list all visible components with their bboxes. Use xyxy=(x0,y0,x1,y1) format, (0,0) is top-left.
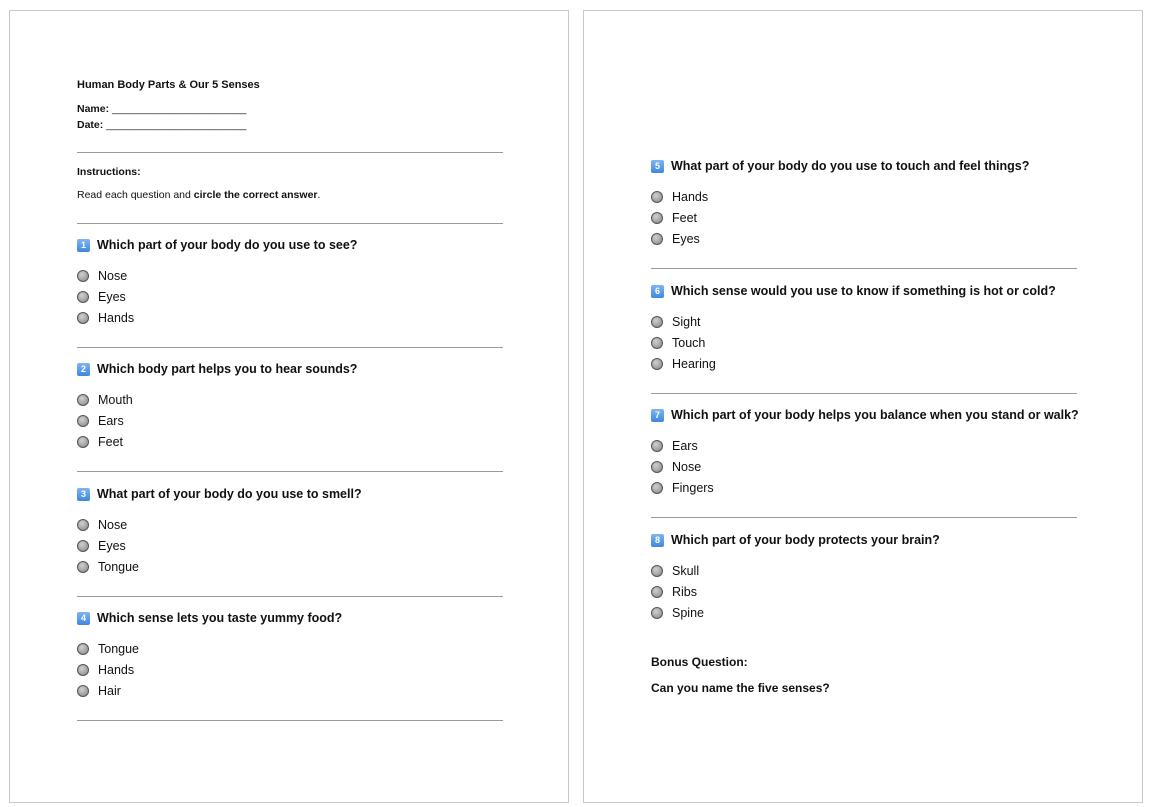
name-label: Name: xyxy=(77,103,110,115)
option-label: Feet xyxy=(98,434,124,449)
radio-button[interactable] xyxy=(77,415,89,427)
page-left xyxy=(9,10,569,803)
radio-button[interactable] xyxy=(651,191,663,203)
divider xyxy=(651,393,1077,394)
number-4-icon: 4 xyxy=(77,612,90,625)
radio-button[interactable] xyxy=(651,565,663,577)
option-label: Ribs xyxy=(672,584,698,599)
option-hands[interactable] xyxy=(77,307,537,328)
option-tongue[interactable] xyxy=(77,556,537,577)
option-mouth[interactable] xyxy=(77,389,537,410)
question-text: Which sense lets you taste yummy food? xyxy=(97,611,343,625)
option-nose[interactable] xyxy=(77,514,537,535)
option-eyes[interactable] xyxy=(651,228,1111,249)
question-text: Which body part helps you to hear sounds? xyxy=(97,362,358,376)
option-ears[interactable] xyxy=(77,410,537,431)
question-text: Which sense would you use to know if something is hot or cold? xyxy=(671,284,1056,298)
option-ribs[interactable] xyxy=(651,581,1111,602)
option-sight[interactable] xyxy=(651,311,1111,332)
option-label: Nose xyxy=(672,459,702,474)
option-fingers[interactable] xyxy=(651,477,1111,498)
divider xyxy=(77,720,503,721)
option-label: Fingers xyxy=(672,480,714,495)
option-label: Hands xyxy=(672,189,709,204)
option-label: Mouth xyxy=(98,392,133,407)
radio-button[interactable] xyxy=(77,291,89,303)
radio-button[interactable] xyxy=(651,440,663,452)
radio-button[interactable] xyxy=(77,394,89,406)
question-text: What part of your body do you use to smell? xyxy=(97,487,362,501)
radio-button[interactable] xyxy=(77,270,89,282)
question-1 xyxy=(77,237,537,328)
option-label: Eyes xyxy=(98,289,126,304)
bonus-heading: Bonus Question: xyxy=(651,655,748,669)
question-6 xyxy=(651,283,1111,374)
radio-button[interactable] xyxy=(651,233,663,245)
date-field[interactable] xyxy=(77,119,246,131)
number-5-icon: 5 xyxy=(651,160,664,173)
bonus-question: Can you name the five senses? xyxy=(651,681,830,695)
question-text: Which part of your body helps you balance when you stand or walk? xyxy=(671,408,1079,422)
option-touch[interactable] xyxy=(651,332,1111,353)
radio-button[interactable] xyxy=(651,586,663,598)
option-label: Hearing xyxy=(672,356,716,371)
option-skull[interactable] xyxy=(651,560,1111,581)
option-label: Tongue xyxy=(98,559,140,574)
option-eyes[interactable] xyxy=(77,535,537,556)
option-label: Skull xyxy=(672,563,700,578)
instructions-heading: Instructions: xyxy=(77,166,141,178)
divider xyxy=(77,596,503,597)
question-2 xyxy=(77,361,537,452)
radio-button[interactable] xyxy=(77,685,89,697)
option-label: Spine xyxy=(672,605,704,620)
radio-button[interactable] xyxy=(77,540,89,552)
option-feet[interactable] xyxy=(651,207,1111,228)
page-right xyxy=(583,10,1143,803)
option-feet[interactable] xyxy=(77,431,537,452)
option-hearing[interactable] xyxy=(651,353,1111,374)
option-spine[interactable] xyxy=(651,602,1111,623)
divider xyxy=(651,268,1077,269)
number-2-icon: 2 xyxy=(77,363,90,376)
radio-button[interactable] xyxy=(651,607,663,619)
option-label: Hair xyxy=(98,683,121,698)
radio-button[interactable] xyxy=(77,664,89,676)
radio-button[interactable] xyxy=(651,358,663,370)
option-ears[interactable] xyxy=(651,435,1111,456)
option-eyes[interactable] xyxy=(77,286,537,307)
option-label: Hands xyxy=(98,310,135,325)
option-label: Hands xyxy=(98,662,135,677)
option-nose[interactable] xyxy=(651,456,1111,477)
option-label: Eyes xyxy=(672,231,700,246)
number-3-icon: 3 xyxy=(77,488,90,501)
date-label: Date: xyxy=(77,119,104,131)
radio-button[interactable] xyxy=(651,212,663,224)
name-field[interactable] xyxy=(77,103,246,115)
question-text: What part of your body do you use to touch and feel things? xyxy=(671,159,1030,173)
option-label: Nose xyxy=(98,268,128,283)
radio-button[interactable] xyxy=(77,643,89,655)
question-7 xyxy=(651,407,1111,498)
option-label: Ears xyxy=(672,438,698,453)
radio-button[interactable] xyxy=(651,461,663,473)
option-label: Nose xyxy=(98,517,128,532)
radio-button[interactable] xyxy=(77,561,89,573)
instructions-text-end: . xyxy=(317,189,321,201)
question-4 xyxy=(77,610,537,701)
option-label: Tongue xyxy=(98,641,140,656)
number-8-icon: 8 xyxy=(651,534,664,547)
option-label: Feet xyxy=(672,210,698,225)
question-3 xyxy=(77,486,537,577)
radio-button[interactable] xyxy=(77,312,89,324)
radio-button[interactable] xyxy=(651,316,663,328)
option-label: Ears xyxy=(98,413,124,428)
radio-button[interactable] xyxy=(77,436,89,448)
number-7-icon: 7 xyxy=(651,409,664,422)
instructions-text-bold: circle the correct answer xyxy=(193,189,318,201)
option-label: Touch xyxy=(672,335,706,350)
worksheet-title: Human Body Parts & Our 5 Senses xyxy=(77,79,260,91)
instructions-text xyxy=(77,189,320,201)
number-1-icon: 1 xyxy=(77,239,90,252)
question-text: Which part of your body do you use to see? xyxy=(97,238,358,252)
date-blank: ________________________ xyxy=(106,119,247,131)
question-5 xyxy=(651,158,1111,249)
option-label: Sight xyxy=(672,314,701,329)
divider xyxy=(77,223,503,224)
question-8 xyxy=(651,532,1111,623)
divider xyxy=(77,347,503,348)
radio-button[interactable] xyxy=(651,482,663,494)
radio-button[interactable] xyxy=(651,337,663,349)
radio-button[interactable] xyxy=(77,519,89,531)
option-label: Eyes xyxy=(98,538,126,553)
divider xyxy=(651,517,1077,518)
option-hair[interactable] xyxy=(77,680,537,701)
option-hands[interactable] xyxy=(651,186,1111,207)
divider xyxy=(77,471,503,472)
option-tongue[interactable] xyxy=(77,638,537,659)
divider xyxy=(77,152,503,153)
option-nose[interactable] xyxy=(77,265,537,286)
name-blank: _______________________ xyxy=(112,103,247,115)
number-6-icon: 6 xyxy=(651,285,664,298)
instructions-text-start: Read each question and xyxy=(77,189,194,201)
option-hands[interactable] xyxy=(77,659,537,680)
question-text: Which part of your body protects your brain? xyxy=(671,533,940,547)
